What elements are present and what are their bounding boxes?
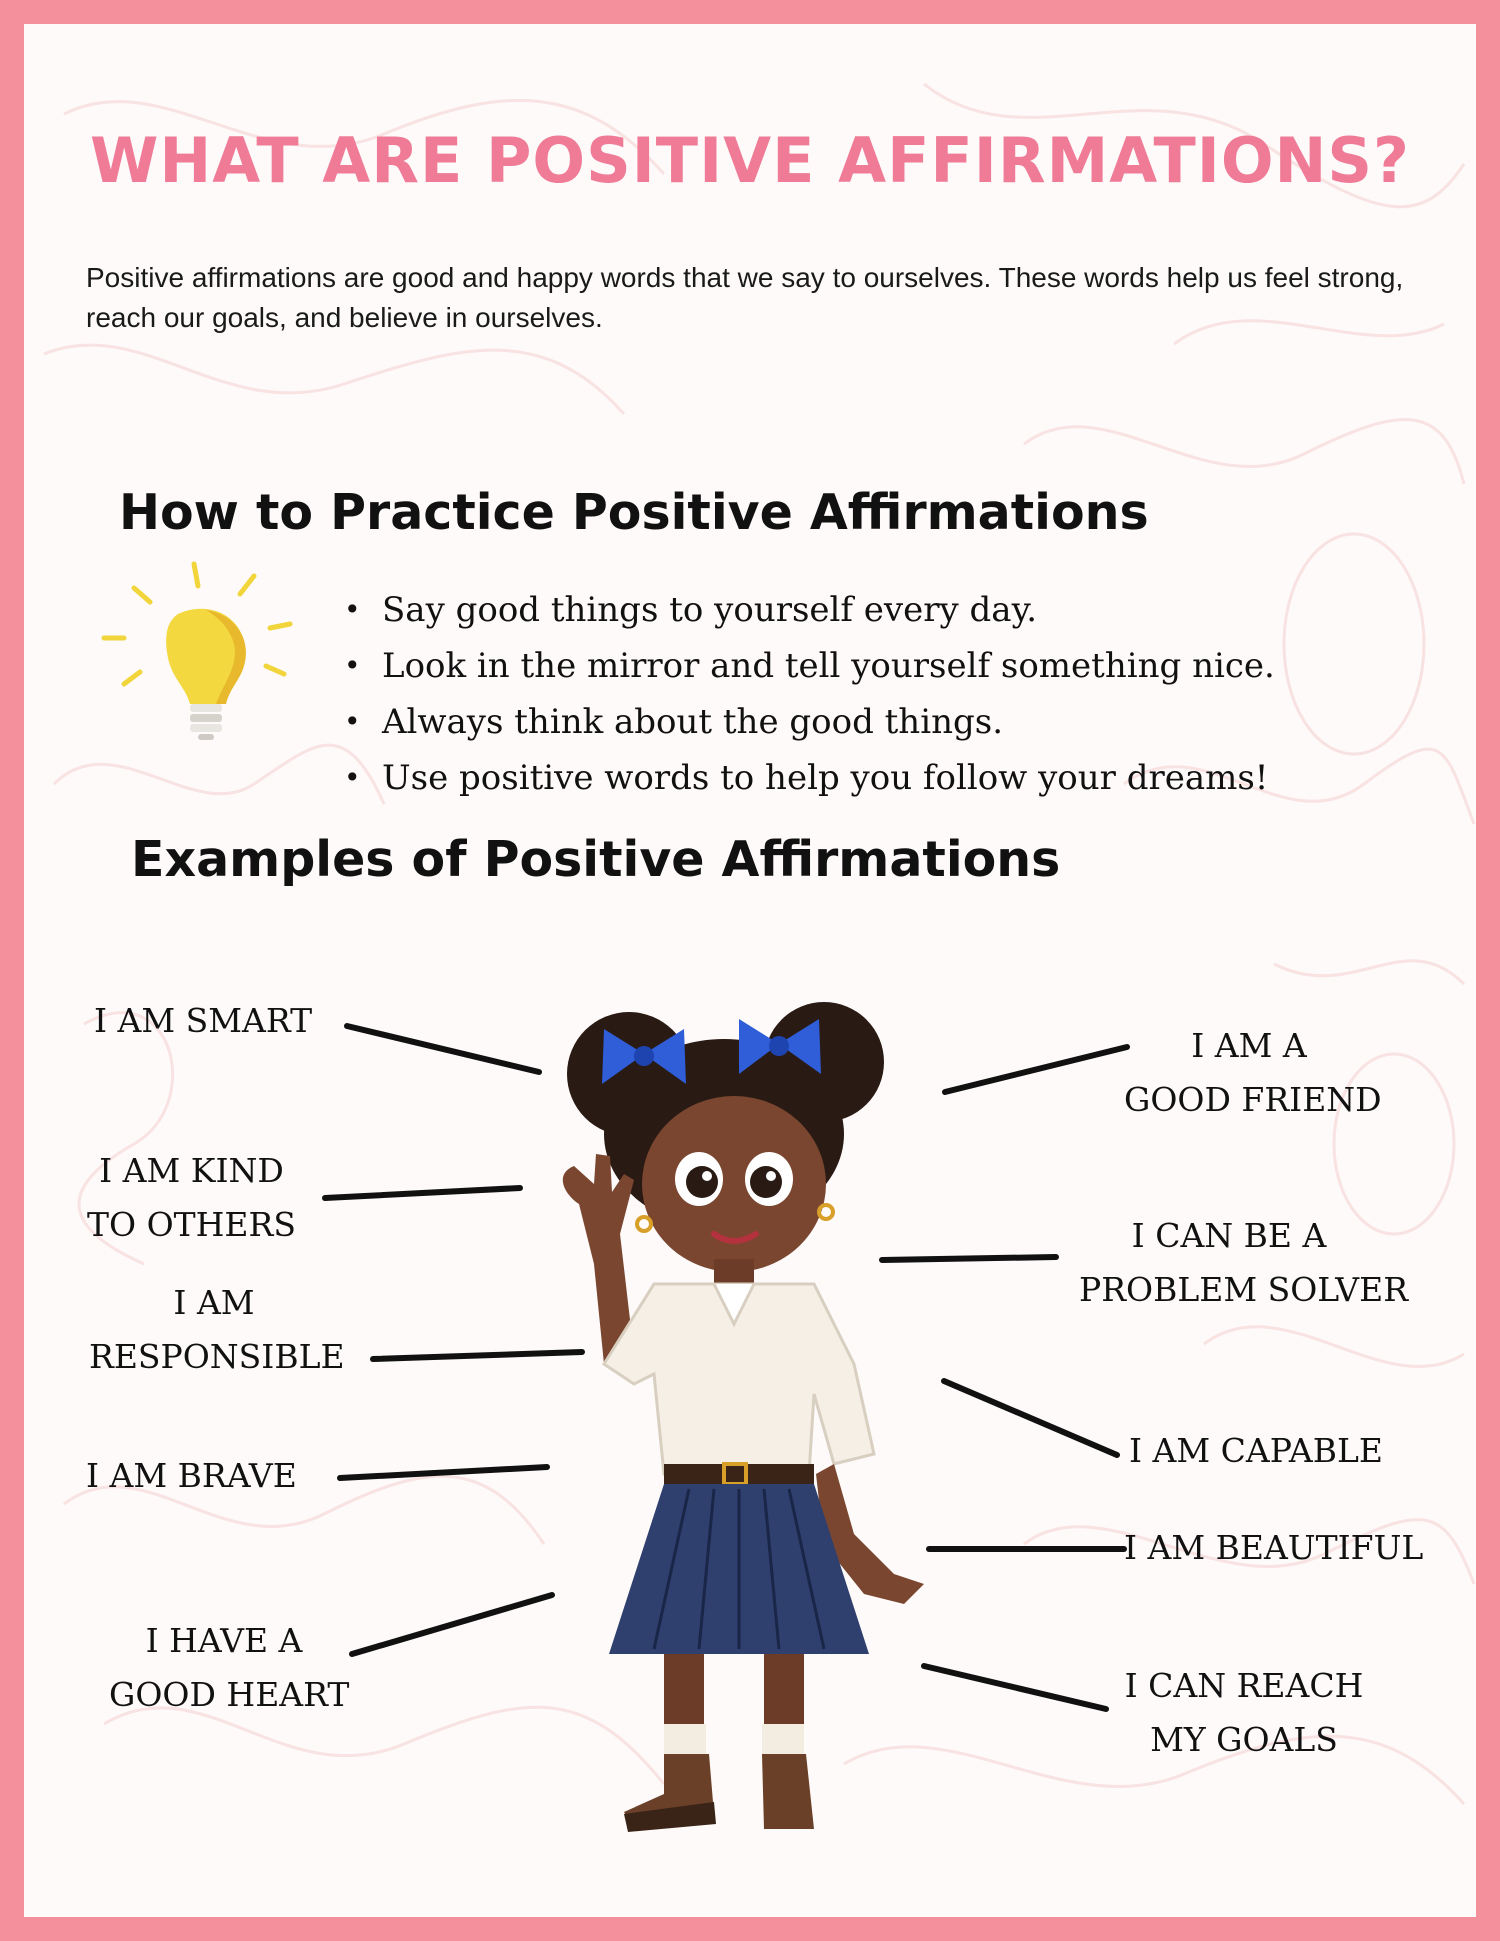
affirmation-line: I HAVE A (145, 1621, 303, 1660)
practice-heading: How to Practice Positive Affirmations (119, 484, 1149, 541)
affirmation-line: I AM BEAUTIFUL (1124, 1528, 1424, 1567)
tip-item: • Say good things to yourself every day. (344, 582, 1275, 638)
tip-item: • Look in the mirror and tell yourself something nice. (344, 638, 1275, 694)
tip-item: • Use positive words to help you follow your dreams! (344, 750, 1275, 806)
examples-heading: Examples of Positive Affirmations (131, 831, 1061, 888)
page-title: WHAT ARE POSITIVE AFFIRMATIONS? (89, 124, 1411, 197)
affirmation-smart (94, 994, 313, 1048)
affirmation-line: I AM SMART (94, 1001, 313, 1040)
affirmation-line: I AM (173, 1283, 255, 1322)
affirmation-reach-goals (1124, 1659, 1364, 1767)
affirmation-line: I AM BRAVE (86, 1456, 297, 1495)
affirmation-line: TO OTHERS (87, 1205, 296, 1244)
worksheet-page (24, 24, 1476, 1917)
affirmation-line: GOOD FRIEND (1124, 1080, 1382, 1119)
affirmation-line: MY GOALS (1150, 1720, 1338, 1759)
affirmation-line: I CAN REACH (1124, 1666, 1364, 1705)
affirmation-brave (86, 1449, 296, 1503)
affirmation-problem-solver (1079, 1209, 1409, 1317)
affirmation-kind (84, 1144, 299, 1252)
affirmation-capable (1129, 1424, 1383, 1478)
affirmation-line: I AM A (1191, 1026, 1307, 1065)
affirmation-responsible (89, 1276, 345, 1384)
affirmation-line: PROBLEM SOLVER (1079, 1270, 1409, 1309)
affirmation-line: RESPONSIBLE (89, 1337, 345, 1376)
affirmation-beautiful (1124, 1521, 1424, 1575)
affirmation-good-heart (109, 1614, 350, 1722)
tip-item: • Always think about the good things. (344, 694, 1275, 750)
intro-paragraph: Positive affirmations are good and happy words that we say to ourselves. These words help us feel strong, reach our goals, and believe in ourselves. (86, 262, 1404, 333)
affirmation-good-friend (1124, 1019, 1382, 1127)
affirmation-line: I AM CAPABLE (1129, 1431, 1383, 1470)
affirmation-line: I AM KIND (99, 1151, 284, 1190)
affirmation-line: GOOD HEART (109, 1675, 350, 1714)
affirmation-line: I CAN BE A (1131, 1216, 1327, 1255)
